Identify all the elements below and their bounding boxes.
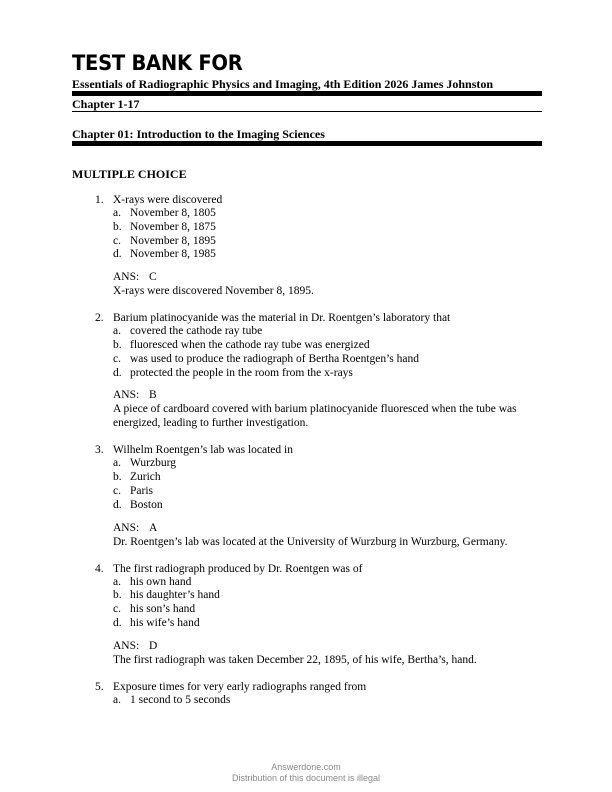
option-letter: b. [113,471,122,484]
answer-option [0,235,612,249]
option-text: November 8, 1805 [130,207,216,219]
option-letter: a. [113,207,121,219]
option-letter: a. [113,457,121,470]
option-text: Wurzburg [130,457,176,470]
answer-label: ANS: [113,639,140,652]
option-letter: a. [113,575,121,588]
answer-option [0,485,612,499]
answer-value: D [149,639,158,652]
answer-explanation: The first radiograph was taken December 22, 1895, of his wife, Bertha’s, hand. [113,653,477,666]
option-text: his son’s hand [130,603,196,616]
option-letter: c. [113,484,121,497]
chapter-range: Chapter 1-17 [72,97,140,111]
question-number: 5. [95,680,104,693]
answer-option [0,499,612,513]
answer-explanation: Dr. Roentgen’s lab was located at the University of Wurzburg in Wurzburg, Germany. [113,535,508,548]
question-text: The first radiograph produced by Dr. Roentgen was of [113,562,363,575]
option-letter: a. [113,693,121,706]
answer-option [0,221,612,235]
question-5 [0,680,612,708]
header-rule-thin [72,111,542,112]
option-letter: c. [113,234,121,247]
option-letter: d. [113,498,122,511]
question-text: Wilhelm Roentgen’s lab was located in [113,444,293,457]
question-stem [0,562,612,576]
question-stem [0,443,612,457]
answer-value: B [149,389,157,402]
answer-label: ANS: [113,521,140,534]
answer-option [0,353,612,367]
question-2 [0,311,612,430]
answer-explanation: X-rays were discovered November 8, 1895. [113,285,314,298]
question-stem [0,680,612,694]
document-title: TEST BANK FOR [72,51,243,75]
option-text: 1 second to 5 seconds [130,693,231,706]
book-subtitle: Essentials of Radiographic Physics and Imaging, 4th Edition 2026 James Johnston [72,77,494,91]
option-letter: a. [113,325,121,338]
option-letter: d. [113,366,122,379]
answer-option [0,207,612,221]
answer-option [0,603,612,617]
answer-option [0,589,612,603]
chapter-rule [72,141,542,146]
answer-label: ANS: [113,271,140,284]
section-heading: MULTIPLE CHOICE [72,167,187,181]
option-text: his own hand [130,575,192,588]
option-text: November 8, 1895 [130,234,216,247]
answer-option [0,367,612,381]
question-4 [0,562,612,667]
option-text: Paris [130,484,153,497]
answer-key [0,521,612,535]
footer-notice: Distribution of this document is illegal [231,773,381,783]
answer-option [0,694,612,708]
option-text: Boston [130,498,163,511]
answer-option [0,617,612,631]
question-3 [0,443,612,548]
question-text: Barium platinocyanide was the material in Dr. Roentgen’s laboratory that [113,312,451,325]
question-text: Exposure times for very early radiographs ranged from [113,680,367,693]
option-text: November 8, 1875 [130,220,216,233]
question-number: 1. [95,194,104,206]
answer-option [0,248,612,262]
question-1 [0,193,612,298]
question-stem [0,193,612,207]
question-number: 3. [95,444,104,457]
answer-key [0,270,612,284]
header-rule-thick [72,91,542,96]
footer-site: Answerdone.com [271,762,341,772]
answer-key [0,388,612,402]
option-text: protected the people in the room from the x-rays [130,366,353,379]
option-text: his daughter’s hand [130,589,220,602]
option-letter: b. [113,220,122,233]
answer-option [0,576,612,590]
answer-option [0,325,612,339]
answer-option [0,457,612,471]
option-letter: b. [113,589,122,602]
answer-option [0,339,612,353]
option-letter: c. [113,603,121,616]
question-text: X-rays were discovered [113,194,223,206]
option-text: was used to produce the radiograph of Bertha Roentgen’s hand [130,352,420,365]
answer-value: C [149,271,157,284]
option-letter: b. [113,338,122,351]
question-stem [0,311,612,325]
option-text: fluoresced when the cathode ray tube was energized [130,338,370,351]
answer-label: ANS: [113,389,140,402]
option-letter: d. [113,248,122,261]
question-list [0,193,612,721]
question-number: 4. [95,562,104,575]
option-text: covered the cathode ray tube [130,325,263,338]
option-text: Zurich [130,471,161,484]
answer-key [0,639,612,653]
answer-explanation: A piece of cardboard covered with barium platinocyanide fluoresced when the tube was energized, leading to further investigation. [113,403,517,430]
option-letter: d. [113,616,122,629]
answer-option [0,471,612,485]
answer-value: A [149,521,158,534]
question-number: 2. [95,312,104,325]
option-text: his wife’s hand [130,616,200,629]
option-letter: c. [113,352,121,365]
chapter-title: Chapter 01: Introduction to the Imaging Sciences [72,127,325,141]
option-text: November 8, 1985 [130,248,216,261]
